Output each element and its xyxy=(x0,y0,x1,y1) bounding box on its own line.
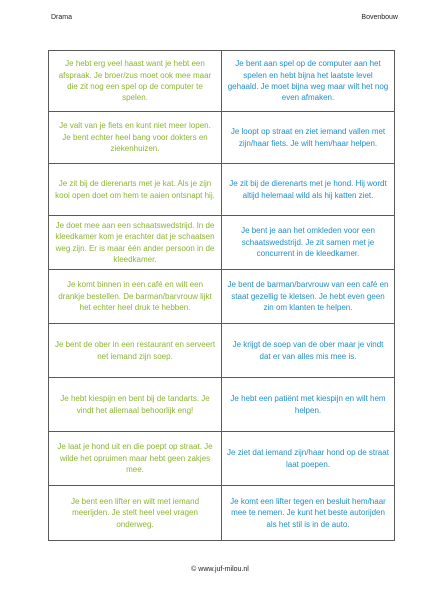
table-row xyxy=(49,270,395,324)
role-card-left: Je hebt erg veel haast want je hebt een afspraak. Je broer/zus moet ook mee maar die zit nog een spel op de computer te spelen. xyxy=(49,51,222,112)
table-row xyxy=(49,51,395,112)
header-subject: Drama xyxy=(51,14,73,21)
role-card-left: Je doet mee aan een schaatswedstrijd. In de kleedkamer kom je erachter dat je schaatsen weg zijn. Er is maar één ander persoon in de kleedkamer. xyxy=(49,216,222,270)
table-row xyxy=(49,324,395,378)
table-row xyxy=(49,164,395,216)
role-card-right: Je loopt op straat en ziet iemand vallen met zijn/haar fiets. Je wilt hem/haar helpen. xyxy=(222,112,395,164)
role-card-left: Je bent de ober in een restaurant en serveert net iemand zijn soep. xyxy=(49,324,222,378)
role-card-right: Je komt een lifter tegen en besluit hem/haar mee te nemen. Je kunt het beste autorijden als het stil is in de auto. xyxy=(222,486,395,541)
role-card-right: Je krijgt de soep van de ober maar je vindt dat er van alles mis mee is. xyxy=(222,324,395,378)
table-row xyxy=(49,486,395,541)
role-card-left: Je valt van je fiets en kunt niet meer lopen. Je bent echter heel bang voor dokters en ziekenhuizen. xyxy=(49,112,222,164)
copyright-footer: © www.juf-milou.nl xyxy=(191,566,249,573)
role-card-left: Je hebt kiespijn en bent bij de tandarts. Je vindt het allemaal behoorlijk eng! xyxy=(49,378,222,432)
table-row xyxy=(49,378,395,432)
role-card-left: Je komt binnen in een café en wilt een drankje bestellen. De barman/barvrouw lijkt het echter heel druk te hebben. xyxy=(49,270,222,324)
role-card-left: Je zit bij de dierenarts met je kat. Als je zijn kooi open doet om hem te aaien ontsnapt hij. xyxy=(49,164,222,216)
table-row xyxy=(49,432,395,486)
role-card-left: Je laat je hond uit en die poept op straat. Je wilde het opruimen maar hebt geen zakjes mee. xyxy=(49,432,222,486)
role-card-table xyxy=(48,50,395,541)
role-card-right: Je hebt een patiënt met kiespijn en wilt hem helpen. xyxy=(222,378,395,432)
role-card-right: Je bent je aan het omkleden voor een schaatswedstrijd. Je zit samen met je concurrent in de kleedkamer. xyxy=(222,216,395,270)
header-level: Bovenbouw xyxy=(361,14,398,21)
role-card-right: Je bent de barman/barvrouw van een café en staat gezellig te kletsen. Je hebt even geen zin om klanten te helpen. xyxy=(222,270,395,324)
role-card-right: Je bent aan spel op de computer aan het spelen en hebt bijna het laatste level gehaald. Je moet bijna weg maar wilt het nog even afmaken. xyxy=(222,51,395,112)
role-card-right: Je ziet dat iemand zijn/haar hond op de straat laat poepen. xyxy=(222,432,395,486)
table-row xyxy=(49,216,395,270)
table-row xyxy=(49,112,395,164)
role-card-right: Je zit bij de dierenarts met je hond. Hij wordt altijd helemaal wild als hij katten ziet. xyxy=(222,164,395,216)
role-card-left: Je bent een lifter en wilt met iemand meerijden. Je stelt heel veel vragen onderweg. xyxy=(49,486,222,541)
